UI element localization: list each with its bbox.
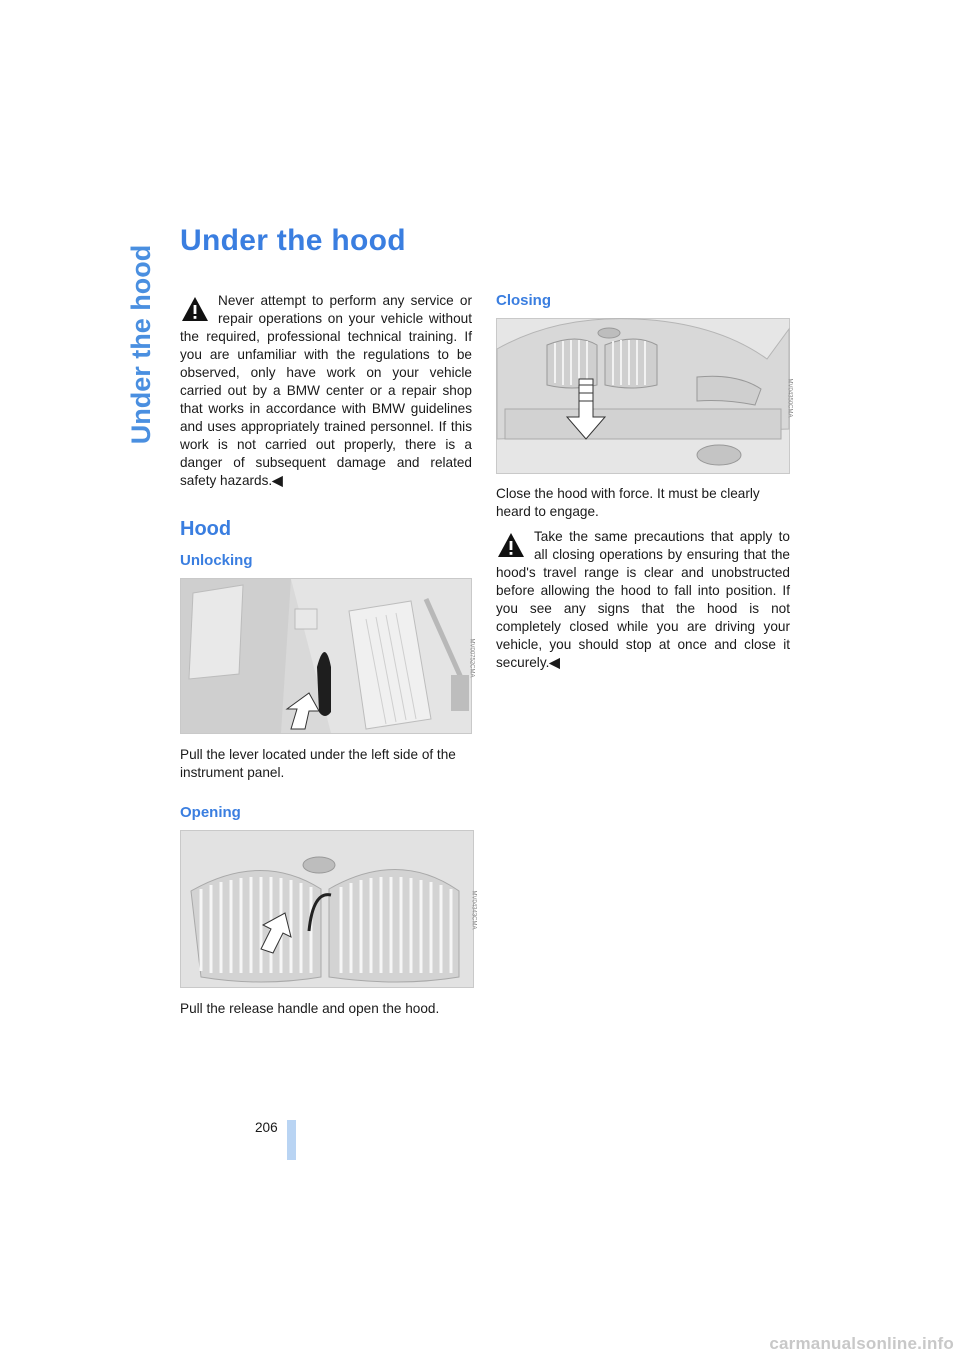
opening-illustration: [181, 831, 473, 987]
left-column: [180, 292, 477, 1018]
page-title: Under the hood: [180, 224, 406, 257]
figure-code: MV00752CMA: [468, 638, 475, 678]
warning-block: [180, 292, 472, 490]
opening-figure: [180, 830, 477, 988]
subheading-unlocking: Unlocking: [180, 552, 253, 569]
closing-illustration: [497, 319, 789, 473]
page-marker-bar: [287, 1120, 296, 1160]
subheading-opening: Opening: [180, 804, 241, 821]
end-mark-icon: ◀: [549, 655, 560, 670]
warning-text: Take the same precautions that apply to all closing operations by ensuring that the hood's travel range is clear and unobstructed before allowing the hood to fall into position. If you see any signs that the hood is not completely closed while you are driving your vehicle, you should stop at once and close it securely.: [496, 529, 790, 670]
closing-figure: [496, 318, 793, 474]
subheading-closing: Closing: [496, 292, 551, 309]
figure-code: MV04350CMA: [786, 378, 793, 418]
side-tab-label: Under the hood: [126, 244, 157, 444]
right-column: [496, 292, 793, 672]
side-tab: [126, 228, 157, 460]
page-number: 206: [255, 1120, 278, 1135]
warning-icon: [496, 530, 526, 560]
end-mark-icon: ◀: [272, 473, 283, 488]
warning-icon: [180, 294, 210, 324]
warning-block: [496, 528, 790, 672]
unlocking-text: Pull the lever located under the left side of the instrument panel.: [180, 747, 456, 780]
unlocking-figure: [180, 578, 475, 734]
warning-text: Never attempt to perform any service or repair operations on your vehicle without the required, professional technical training. If you are unfamiliar with the regulations to be observed, only have work on your vehicle carried out by a BMW center or a repair shop that works in accordance with BMW guidelines and uses appropriately trained personnel. If this work is not carried out properly, there is a danger of subsequent damage and related safety hazards.: [180, 293, 472, 488]
watermark-link[interactable]: carmanualsonline.info: [769, 1334, 954, 1353]
unlocking-illustration: [181, 579, 471, 733]
section-heading-hood: Hood: [180, 518, 232, 540]
opening-text: Pull the release handle and open the hood.: [180, 1001, 440, 1016]
figure-code: MV04343CMA: [470, 890, 477, 930]
closing-text: Close the hood with force. It must be clearly heard to engage.: [496, 486, 760, 519]
